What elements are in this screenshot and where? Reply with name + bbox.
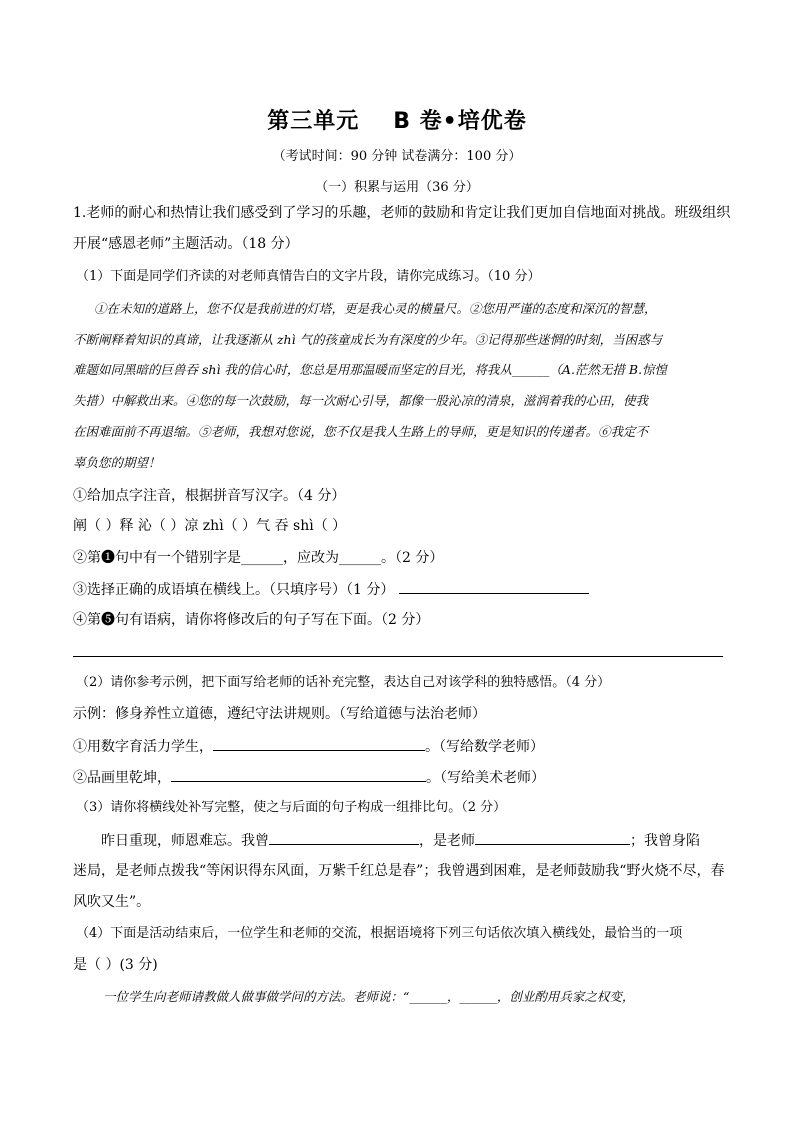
sub3-heading: （3）请你将横线处补写完整，使之与后面的句子构成一组排比句。（2 分） xyxy=(76,800,507,815)
sub3-line-3: 风吹又生”。 xyxy=(73,894,151,910)
sub3-line-2: 迷局，是老师点拨我“等闲识得东风面，万紫千红总是春”；我曾遇到困难，是老师鼓励我“野火烧不尽，春 xyxy=(73,863,725,879)
item-1-prefix: ①用数字育活力学生， xyxy=(73,739,213,755)
sub2-item-1 xyxy=(73,736,733,757)
example-line: 示例：修身养性立道德，遵纪守法讲规则。（写给道德与法治老师） xyxy=(73,706,486,722)
passage-line: 辜负您的期望！ xyxy=(73,455,161,470)
answer-blank[interactable] xyxy=(475,830,630,845)
sub2-item-2 xyxy=(73,767,733,788)
sub4-heading-2: 是（ ）(3 分) xyxy=(73,957,158,973)
passage-line: 难题如同黑暗的巨兽吞 shì 我的信心时，您总是用那温暖而坚定的目光，将我从______（A.茫然无措 B.惊惶 xyxy=(73,362,668,377)
answer-blank[interactable] xyxy=(171,767,426,782)
pinyin-row: 阐（ ）释 沁（ ）凉 zhì（ ）气 吞 shì（ ） xyxy=(73,518,347,534)
sub1-heading: （1）下面是同学们齐读的对老师真情告白的文字片段，请你完成练习。（10 分） xyxy=(76,269,541,284)
sub3-text-a: 昨日重现，师恩难忘。我曾 xyxy=(101,833,269,849)
passage-line: 失措）中解救出来。④您的每一次鼓励，每一次耐心引导，都像一股沁凉的清泉，滋润着我的心田，使我 xyxy=(73,393,649,408)
passage-line: 在困难面前不再退缩。⑤老师，我想对您说，您不仅是我人生路上的导师，更是知识的传递者。⑥我定不 xyxy=(73,424,649,439)
question-1-line-1: 1.老师的耐心和热情让我们感受到了学习的乐趣，老师的鼓励和肯定让我们更加自信地面对挑战。班级组织 xyxy=(73,205,731,221)
exam-info: （考试时间：90 分钟 试卷满分：100 分） xyxy=(272,149,522,164)
item-2-prefix: ②品画里乾坤， xyxy=(73,770,171,786)
sub4-passage: 一位学生向老师请教做人做事做学问的方法。老师说：“______，______，创业酌用兵家之权变， xyxy=(103,989,635,1004)
title-unit: 第三单元 xyxy=(267,109,360,134)
task-3-text: ③选择正确的成语填在横线上。（只填序号）（1 分） xyxy=(73,582,395,598)
sub4-heading: （4）下面是活动结束后，一位学生和老师的交流，根据语境将下列三句话依次填入横线处，最恰当的一项 xyxy=(76,926,683,941)
sub2-heading: （2）请你参考示例，把下面写给老师的话补充完整，表达自己对该学科的独特感悟。（4 分） xyxy=(76,675,611,690)
task-2: ②第❶句中有一个错别字是______，应改为______。（2 分） xyxy=(73,550,444,566)
answer-blank[interactable] xyxy=(269,830,419,845)
sub3-text-c: ；我曾身陷 xyxy=(630,833,700,849)
section-heading: （一）积累与运用（36 分） xyxy=(315,180,479,195)
task-4: ④第❺句有语病，请你将修改后的句子写在下面。（2 分） xyxy=(73,612,430,628)
answer-blank[interactable] xyxy=(213,736,425,751)
item-2-suffix: 。（写给美术老师） xyxy=(426,770,545,786)
passage-line: 不断阐释着知识的真谛，让我逐渐从 zhì 气的孩童成长为有深度的少年。③记得那些迷惘的时刻，当困惑与 xyxy=(73,332,663,347)
passage-line: ①在未知的道路上，您不仅是我前进的灯塔，更是我心灵的横量尺。②您用严谨的态度和深沉的智慧， xyxy=(94,301,657,316)
task-3 xyxy=(73,579,733,600)
question-1-line-2: 开展“感恩老师”主题活动。（18 分） xyxy=(73,236,299,252)
answer-blank[interactable] xyxy=(399,579,589,594)
title-volume: B 卷•培优卷 xyxy=(393,109,527,134)
answer-line[interactable] xyxy=(73,656,723,657)
item-1-suffix: 。（写给数学老师） xyxy=(425,739,544,755)
sub3-text-b: ，是老师 xyxy=(419,833,475,849)
sub3-line-1 xyxy=(101,830,761,851)
task-1: ①给加点字注音，根据拼音写汉字。（4 分） xyxy=(73,488,346,504)
page-title xyxy=(0,104,794,135)
